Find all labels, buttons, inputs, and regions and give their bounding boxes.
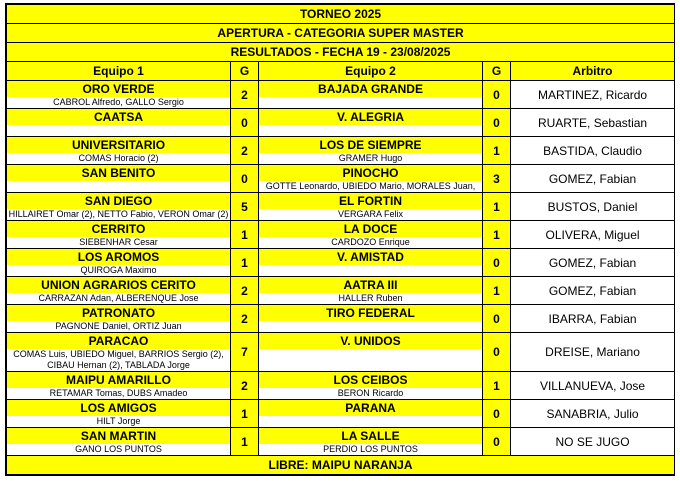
match-scorers2: HALLER Ruben	[259, 293, 483, 305]
match-scorers1: QUIROGA Maximo	[7, 265, 231, 277]
matchday-subtitle: RESULTADOS - FECHA 19 - 23/08/2025	[7, 43, 675, 62]
match-team2: EL FORTIN	[259, 193, 483, 210]
match-goals2: 0	[483, 249, 511, 277]
match-team2: LOS DE SIEMPRE	[259, 137, 483, 154]
match-goals1: 2	[231, 372, 259, 400]
match-scorers2: PERDIO LOS PUNTOS	[259, 444, 483, 456]
table-row	[7, 137, 675, 154]
match-team2: BAJADA GRANDE	[259, 81, 483, 98]
match-goals1: 1	[231, 221, 259, 249]
match-goals1: 1	[231, 428, 259, 456]
match-goals1: 2	[231, 81, 259, 109]
column-header-team1: Equipo 1	[7, 62, 231, 81]
match-referee: VILLANUEVA, Jose	[511, 372, 675, 400]
tournament-category: APERTURA - CATEGORIA SUPER MASTER	[7, 24, 675, 43]
match-scorers2	[259, 349, 483, 372]
match-team1: CAATSA	[7, 109, 231, 126]
table-row	[7, 428, 675, 445]
match-team1: LOS AMIGOS	[7, 400, 231, 417]
match-scorers1	[7, 181, 231, 193]
match-team1: UNIVERSITARIO	[7, 137, 231, 154]
match-goals2: 1	[483, 221, 511, 249]
match-team2: V. UNIDOS	[259, 333, 483, 350]
match-referee: BASTIDA, Claudio	[511, 137, 675, 165]
match-goals1: 2	[231, 305, 259, 333]
match-goals1: 2	[231, 137, 259, 165]
column-header-row	[7, 62, 675, 81]
match-goals2: 1	[483, 137, 511, 165]
match-scorers1: GANO LOS PUNTOS	[7, 444, 231, 456]
match-team2: AATRA III	[259, 277, 483, 294]
table-row	[7, 305, 675, 322]
results-table	[6, 4, 675, 475]
match-scorers1: HILLAIRET Omar (2), NETTO Fabio, VERON Omar (2)	[7, 209, 231, 221]
footer-row	[7, 456, 675, 475]
match-referee: MARTINEZ, Ricardo	[511, 81, 675, 109]
match-goals1: 2	[231, 277, 259, 305]
match-team2: PARANA	[259, 400, 483, 417]
match-goals1: 0	[231, 109, 259, 137]
match-referee: GOMEZ, Fabian	[511, 165, 675, 193]
match-team2: LA SALLE	[259, 428, 483, 445]
title-row-1	[7, 5, 675, 24]
match-goals2: 1	[483, 277, 511, 305]
match-scorers1: RETAMAR Tomas, DUBS Amadeo	[7, 388, 231, 400]
match-goals2: 1	[483, 193, 511, 221]
match-referee: OLIVERA, Miguel	[511, 221, 675, 249]
match-referee: RUARTE, Sebastian	[511, 109, 675, 137]
column-header-referee: Arbitro	[511, 62, 675, 81]
table-row	[7, 165, 675, 182]
title-row-3	[7, 43, 675, 62]
match-team1: SAN MARTIN	[7, 428, 231, 445]
match-goals1: 1	[231, 400, 259, 428]
match-team1: LOS AROMOS	[7, 249, 231, 266]
match-referee: BUSTOS, Daniel	[511, 193, 675, 221]
match-goals2: 0	[483, 428, 511, 456]
match-goals2: 1	[483, 372, 511, 400]
match-team1: PATRONATO	[7, 305, 231, 322]
match-team1: SAN DIEGO	[7, 193, 231, 210]
match-team1: PARACAO	[7, 333, 231, 350]
match-referee: SANABRIA, Julio	[511, 400, 675, 428]
match-scorers1: CARRAZAN Adan, ALBERENQUE Jose	[7, 293, 231, 305]
table-row	[7, 193, 675, 210]
match-goals2: 0	[483, 333, 511, 372]
table-row	[7, 333, 675, 350]
match-scorers1: HILT Jorge	[7, 416, 231, 428]
match-scorers1	[7, 125, 231, 137]
table-row	[7, 249, 675, 266]
match-scorers2: GOTTE Leonardo, UBIEDO Mario, MORALES Juan,	[259, 181, 483, 193]
match-team2: V. ALEGRIA	[259, 109, 483, 126]
match-scorers2	[259, 125, 483, 137]
match-referee: GOMEZ, Fabian	[511, 277, 675, 305]
match-goals2: 3	[483, 165, 511, 193]
match-scorers2	[259, 416, 483, 428]
match-goals2: 0	[483, 305, 511, 333]
table-row	[7, 221, 675, 238]
match-scorers1: SIEBENHAR Cesar	[7, 237, 231, 249]
match-scorers1: COMAS Horacio (2)	[7, 153, 231, 165]
libre-label: LIBRE: MAIPU NARANJA	[7, 456, 675, 475]
match-team1: MAIPU AMARILLO	[7, 372, 231, 389]
match-goals2: 0	[483, 109, 511, 137]
match-team1: UNION AGRARIOS CERITO	[7, 277, 231, 294]
match-referee: GOMEZ, Fabian	[511, 249, 675, 277]
match-referee: DREISE, Mariano	[511, 333, 675, 372]
match-team1: CERRITO	[7, 221, 231, 238]
match-scorers2: GRAMER Hugo	[259, 153, 483, 165]
table-row	[7, 109, 675, 126]
match-scorers1: COMAS Luis, UBIEDO Miguel, BARRIOS Sergio (2), CIBAU Hernan (2), TABLADA Jorge	[7, 349, 231, 372]
match-referee: NO SE JUGO	[511, 428, 675, 456]
match-team1: ORO VERDE	[7, 81, 231, 98]
match-scorers1: PAGNONE Daniel, ORTIZ Juan	[7, 321, 231, 333]
match-scorers2	[259, 97, 483, 109]
match-team2: V. AMISTAD	[259, 249, 483, 266]
match-scorers2	[259, 265, 483, 277]
match-team2: PINOCHO	[259, 165, 483, 182]
column-header-goals1: G	[231, 62, 259, 81]
table-row	[7, 372, 675, 389]
match-goals1: 7	[231, 333, 259, 372]
column-header-team2: Equipo 2	[259, 62, 483, 81]
title-row-2	[7, 24, 675, 43]
match-goals1: 1	[231, 249, 259, 277]
match-scorers1: CABROL Alfredo, GALLO Sergio	[7, 97, 231, 109]
match-scorers2: CARDOZO Enrique	[259, 237, 483, 249]
match-goals1: 0	[231, 165, 259, 193]
table-row	[7, 400, 675, 417]
results-sheet	[5, 3, 675, 476]
table-row	[7, 277, 675, 294]
match-team2: LA DOCE	[259, 221, 483, 238]
match-team1: SAN BENITO	[7, 165, 231, 182]
match-referee: IBARRA, Fabian	[511, 305, 675, 333]
match-team2: LOS CEIBOS	[259, 372, 483, 389]
match-goals1: 5	[231, 193, 259, 221]
match-scorers2: VERGARA Felix	[259, 209, 483, 221]
match-scorers2	[259, 321, 483, 333]
match-scorers2: BERON Ricardo	[259, 388, 483, 400]
column-header-goals2: G	[483, 62, 511, 81]
match-team2: TIRO FEDERAL	[259, 305, 483, 322]
tournament-title: TORNEO 2025	[7, 5, 675, 24]
match-goals2: 0	[483, 81, 511, 109]
table-row	[7, 81, 675, 98]
match-goals2: 0	[483, 400, 511, 428]
